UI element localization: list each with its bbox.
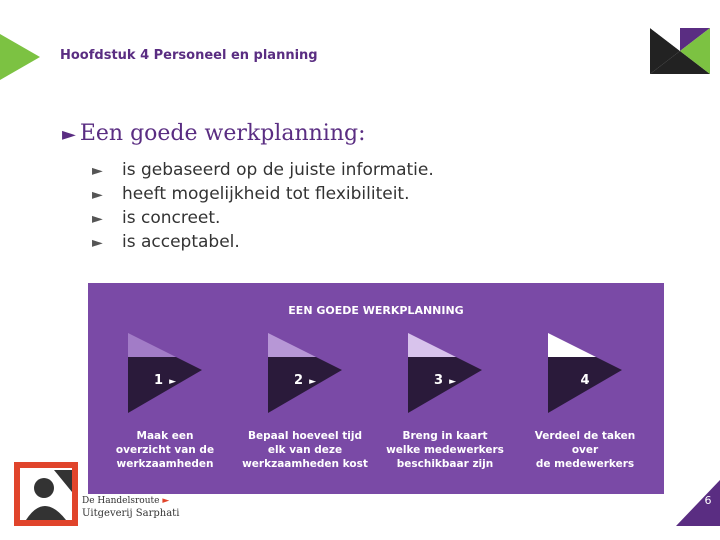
bullet-item	[92, 182, 434, 206]
chapter-title: Hoofdstuk 4 Personeel en planning	[60, 48, 318, 63]
logo-mark-icon	[650, 28, 710, 74]
heading-arrow-icon: ►	[62, 124, 76, 145]
bullet-item	[92, 230, 434, 254]
step-1	[100, 333, 230, 483]
step-2	[240, 333, 370, 483]
bullet-arrow-icon: ►	[92, 187, 103, 203]
step-2-number: 2 ►	[294, 373, 316, 388]
bullet-text: is acceptabel.	[122, 232, 240, 252]
publisher-line1: De Handelsroute	[82, 496, 160, 506]
werkplanning-figure	[88, 283, 664, 494]
bullet-text: heeft mogelijkheid tot flexibiliteit.	[122, 184, 410, 204]
figure-title: EEN GOEDE WERKPLANNING	[288, 304, 464, 317]
step-4-number: 4	[580, 373, 590, 388]
step-arrow-icon: ►	[449, 377, 456, 387]
publisher-name	[82, 495, 179, 521]
step-2-text: Bepaal hoeveel tijd elk van deze werkzaamheden kost	[242, 430, 368, 470]
publisher-line2: Uitgeverij Sarphati	[82, 508, 180, 519]
bullet-arrow-icon: ►	[92, 163, 103, 179]
heading-text: Een goede werkplanning:	[79, 121, 366, 146]
step-4	[520, 333, 650, 483]
step-arrow-icon: ►	[169, 377, 176, 387]
step-3	[380, 333, 510, 483]
step-3-text: Breng in kaart welke medewerkers beschikbaar zijn	[386, 430, 504, 470]
publisher-arrow-icon: ►	[162, 496, 170, 506]
corner-triangle-decoration	[0, 34, 40, 80]
bullet-item	[92, 206, 434, 230]
slide-heading	[62, 121, 366, 146]
step-1-text: Maak een overzicht van de werkzaamheden	[115, 430, 215, 470]
publisher-portrait-logo	[14, 462, 78, 526]
bullet-item	[92, 158, 434, 182]
step-4-text: Verdeel de taken over de medewerkers	[534, 430, 636, 470]
step-3-number: 3 ►	[434, 373, 456, 388]
bullet-text: is concreet.	[122, 208, 221, 228]
bullet-arrow-icon: ►	[92, 211, 103, 227]
step-1-number: 1 ►	[154, 373, 176, 388]
bullet-arrow-icon: ►	[92, 235, 103, 251]
page-number: 6	[704, 494, 712, 507]
bullet-list	[92, 158, 434, 254]
bullet-text: is gebaseerd op de juiste informatie.	[122, 160, 434, 180]
step-arrow-icon: ►	[309, 377, 316, 387]
